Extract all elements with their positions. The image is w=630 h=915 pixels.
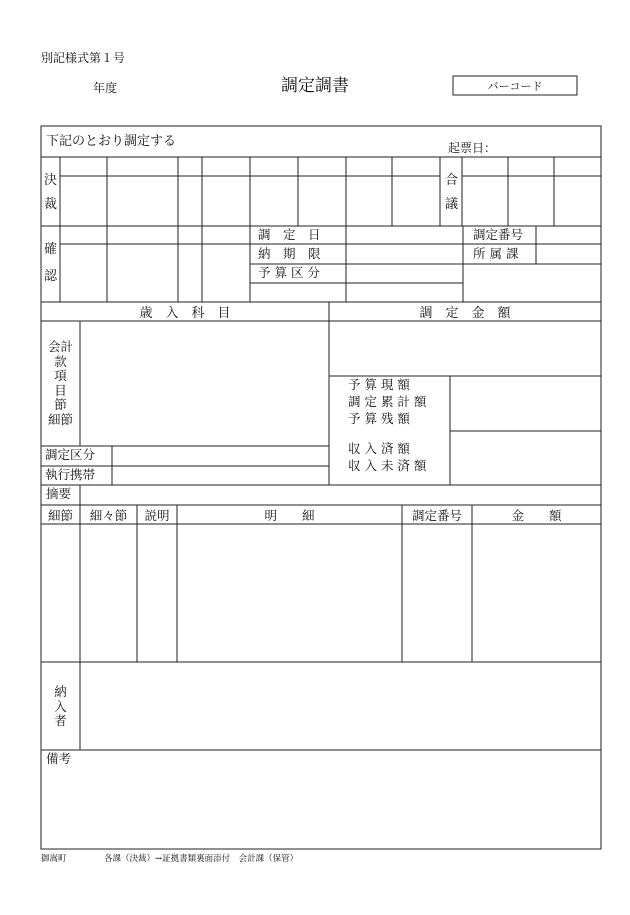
account-label-moku: 目 (54, 382, 67, 398)
revenue-item-header: 歳 入 科 目 (139, 306, 231, 321)
detail-header-explanation: 説明 (144, 507, 170, 523)
account-label-kan: 款 (54, 353, 67, 369)
decision-label-1: 決 (44, 173, 58, 188)
account-labels (41, 340, 80, 427)
confirm-label-1: 確 (44, 242, 58, 257)
adjusted-total-label: 調 定 累 計 額 (348, 394, 427, 409)
payer-label-1: 納 (54, 684, 67, 699)
adjustment-amount-header: 調 定 金 額 (419, 306, 511, 321)
account-label-kaikei: 会計 (47, 339, 73, 354)
account-label-setsu: 節 (54, 397, 67, 412)
issue-date-label: 起票日： (448, 141, 497, 155)
budget-category-label: 予 算 区 分 (258, 265, 320, 280)
payer-label-2: 入 (54, 698, 67, 714)
detail-header-sub-subsection: 細々節 (89, 507, 128, 523)
barcode-label: バーコード (487, 79, 543, 93)
page-title: 調定調書 (281, 76, 349, 96)
summary-label: 摘要 (46, 486, 72, 501)
decision-label-2: 裁 (44, 197, 58, 212)
consultation-label-2: 議 (445, 197, 459, 212)
department-label: 所 属 課 (473, 246, 519, 261)
account-label-saisetsu: 細節 (47, 411, 73, 427)
payer-label (41, 685, 80, 729)
budget-current-label: 予 算 現 額 (348, 377, 410, 392)
detail-header-detail: 明 細 (264, 507, 315, 523)
instruction-text: 下記のとおり調定する (46, 134, 177, 149)
adjustment-date-label: 調 定 日 (258, 227, 321, 242)
execution-label: 執行携帯 (45, 467, 96, 482)
unreceived-label: 収 入 未 済 額 (348, 458, 427, 473)
account-label-kou: 項 (54, 368, 67, 383)
detail-header-adj-no: 調定番号 (411, 507, 462, 523)
form-number: 別記様式第１号 (41, 51, 126, 65)
payer-label-3: 者 (54, 713, 67, 728)
received-label: 収 入 済 額 (348, 441, 410, 456)
remarks-label: 備考 (46, 751, 72, 766)
fiscal-year-label: 年度 (93, 81, 118, 95)
adjustment-category-label: 調定区分 (45, 447, 96, 462)
footer-route: 各課（決裁）→証拠書類裏面添付 会計課（保管） (104, 854, 299, 864)
adjustment-number-label: 調定番号 (473, 227, 524, 242)
detail-header-amount: 金 額 (511, 507, 562, 523)
budget-remaining-label: 予 算 残 額 (348, 411, 410, 426)
consultation-label-1: 合 (445, 173, 459, 188)
deadline-label: 納 期 限 (258, 246, 321, 261)
confirm-label-2: 認 (44, 269, 58, 284)
footer-town: 御嵩町 (41, 854, 67, 864)
detail-header-subsection: 細節 (47, 507, 73, 523)
